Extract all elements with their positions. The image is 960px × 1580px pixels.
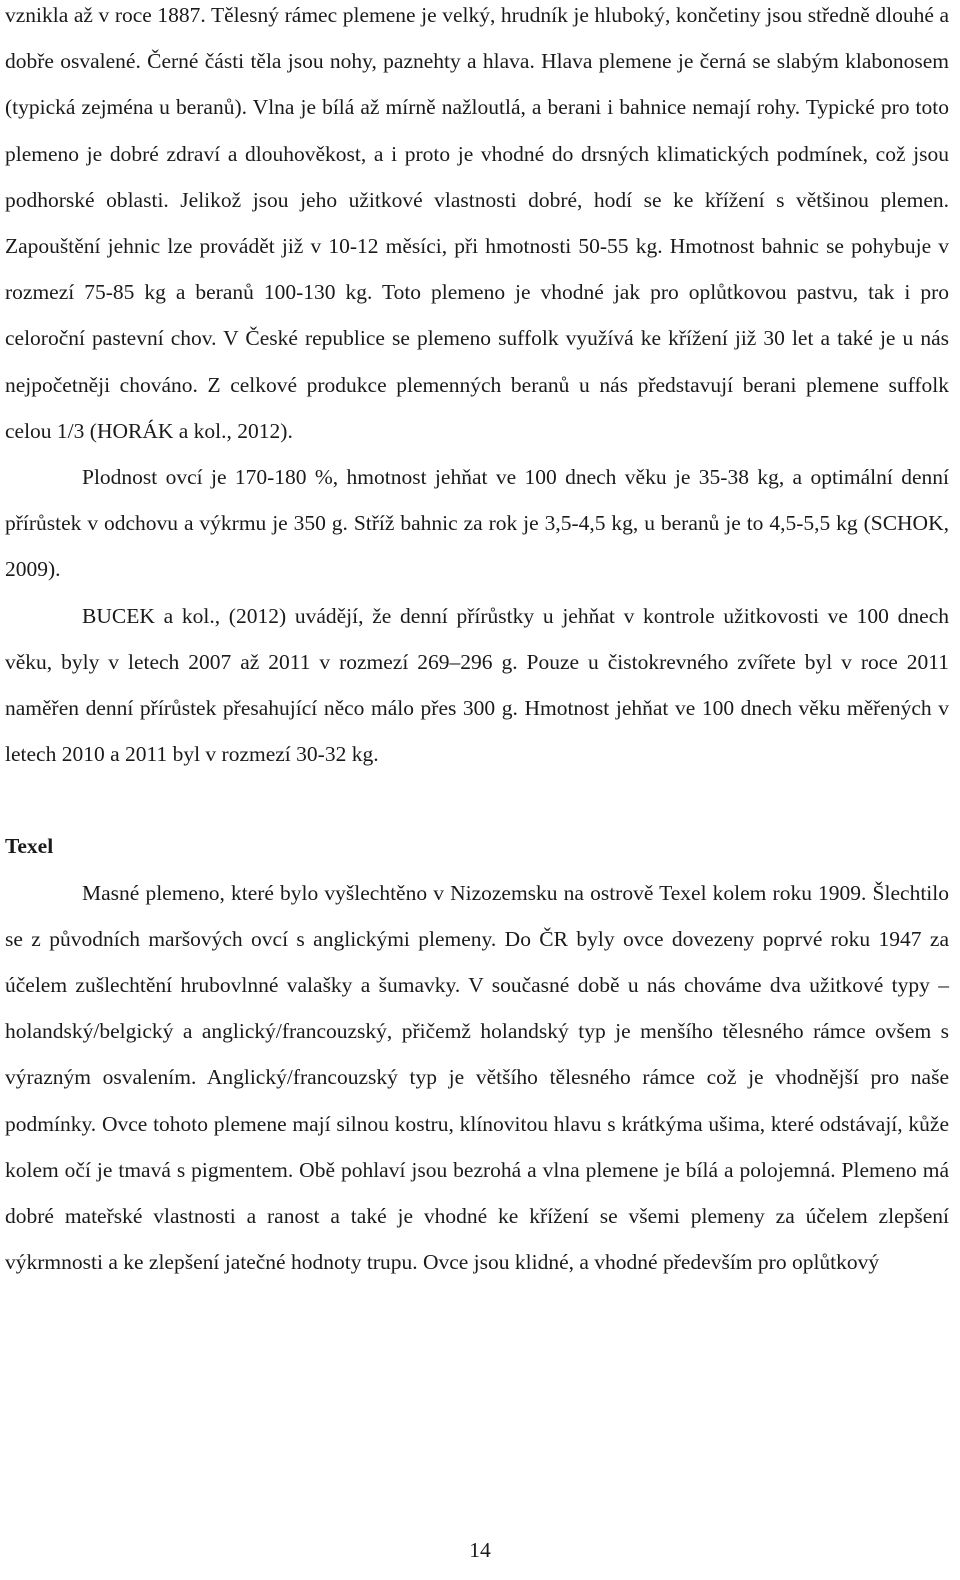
page-number: 14 xyxy=(469,1538,491,1562)
body-paragraph: BUCEK a kol., (2012) uvádějí, že denní přírůstky u jehňat v kontrole užitkovosti ve 100 dnech věku, byly v letech 2007 až 2011 v rozmezí 269–296 g. Pouze u čistokrevného zvířete byl v roce 2011 naměřen denní přírůstek přesahující něco málo přes 300 g. Hmotnost jehňat ve 100 dnech věku měřených v letech 2010 a 2011 byl v rozmezí 30-32 kg. xyxy=(5,603,949,767)
section-spacer xyxy=(5,777,949,823)
section-heading: Texel xyxy=(5,834,54,859)
body-paragraph: vznikla až v roce 1887. Tělesný rámec plemene je velký, hrudník je hluboký, končetiny jsou středně dlouhé a dobře osvalené. Černé části těla jsou nohy, paznehty a hlava. Hlava plemene je černá se slabým klabonosem (typická zejména u beranů). Vlna je bílá až mírně nažloutlá, a berani i bahnice nemají rohy. Typické pro toto plemeno je dobré zdraví a dlouhověkost, a i proto je vhodné do drsných klimatických podmínek, což jsou podhorské oblasti. Jelikož jsou jeho užitkové vlastnosti dobré, hodí se ke křížení s většinou plemen. Zapouštění jehnic lze provádět již v 10-12 měsíci, při hmotnosti 50-55 kg. Hmotnost bahnic se pohybuje v rozmezí 75-85 kg a beranů 100-130 kg. Toto plemeno je vhodné jak pro oplůtkovou pastvu, tak i pro celoroční pastevní chov. V České republice se plemeno suffolk využívá ke křížení již 30 let a také je u nás nejpočetněji chováno. Z celkové produkce plemenných beranů u nás představují berani plemene suffolk celou 1/3 (HORÁK a kol., 2012). xyxy=(5,3,949,443)
body-paragraph: Masné plemeno, které bylo vyšlechtěno v Nizozemsku na ostrově Texel kolem roku 1909. Šlechtilo se z původních maršových ovcí s anglickými plemeny. Do ČR byly ovce dovezeny poprvé roku 1947 za účelem zušlechtění hrubovlnné valašky a šumavky. V současné době u nás chováme dva užitkové typy – holandský/belgický a anglický/francouzský, přičemž holandský typ je menšího tělesného rámce ovšem s výrazným osvalením. Anglický/francouzský typ je většího tělesného rámce což je vhodnější pro naše podmínky. Ovce tohoto plemene mají silnou kostru, klínovitou hlavu s krátkýma ušima, které odstávají, kůže kolem očí je tmavá s pigmentem. Obě pohlaví jsou bezrohá a vlna plemene je bílá a polojemná. Plemeno má dobré mateřské vlastnosti a ranost a také je vhodné ke křížení se všemi plemeny za účelem zlepšení výkrmnosti a ke zlepšení jatečné hodnoty trupu. Ovce jsou klidné, a vhodné především pro oplůtkový xyxy=(5,880,949,1275)
body-paragraph: Plodnost ovcí je 170-180 %, hmotnost jehňat ve 100 dnech věku je 35-38 kg, a optimální denní přírůstek v odchovu a výkrmu je 350 g. Stříž bahnic za rok je 3,5-4,5 kg, u beranů je to 4,5-5,5 kg (SCHOK, 2009). xyxy=(5,465,949,582)
document-page xyxy=(5,0,949,1285)
